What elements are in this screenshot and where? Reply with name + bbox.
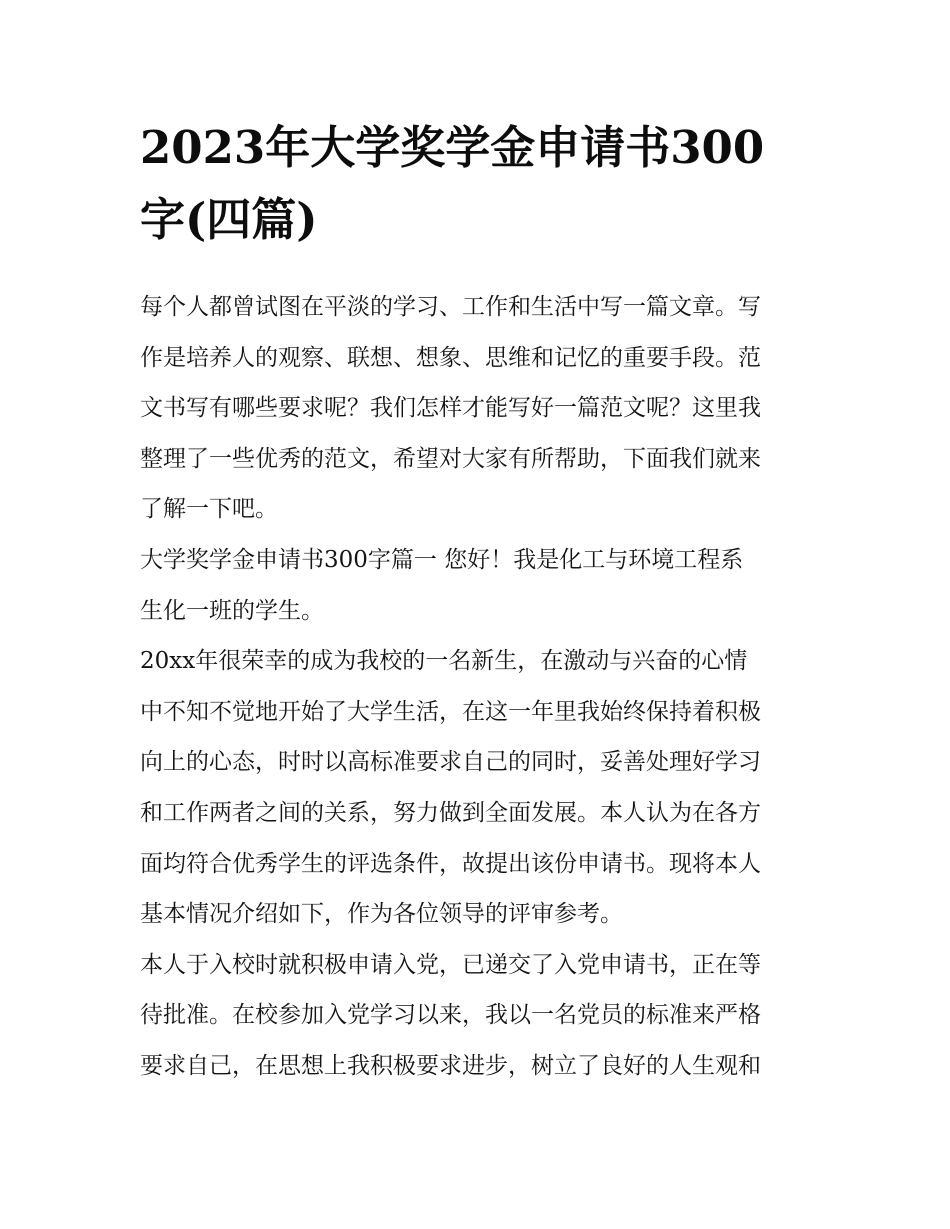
text-line: 了解一下吧。 [140,496,278,523]
title-line: 字(四篇) [140,193,318,246]
text-line: 本人于入校时就积极申请入党，已递交了入党申请书，正在等 [140,951,761,978]
paragraph-greeting [140,535,812,636]
text-line: 要求自己，在思想上我积极要求进步，树立了良好的人生观和 [140,1052,761,1079]
text-line: 面均符合优秀学生的评选条件，故提出该份申请书。现将本人 [140,850,761,877]
document-body [140,282,812,1092]
text-line: 待批准。在校参加入党学习以来，我以一名党员的标准来严格 [140,1002,761,1029]
title-line: 2023年大学奖学金申请书300 [140,121,765,174]
paragraph-intro [140,282,812,535]
text-line: 和工作两者之间的关系，努力做到全面发展。本人认为在各方 [140,799,761,826]
paragraph-overview [140,636,812,940]
document-title [140,112,812,256]
text-line: 整理了一些优秀的范文，希望对大家有所帮助，下面我们就来 [140,445,761,472]
text-line: 基本情况介绍如下，作为各位领导的评审参考。 [140,901,623,928]
text-line: 作是培养人的观察、联想、想象、思维和记忆的重要手段。范 [140,344,761,371]
text-line: 大学奖学金申请书300字篇一 您好！我是化工与环境工程系 [140,546,744,573]
paragraph-party-application [140,940,812,1092]
text-line: 20xx年很荣幸的成为我校的一名新生，在激动与兴奋的心情 [140,648,748,675]
text-line: 向上的心态，时时以高标准要求自己的同时，妥善处理好学习 [140,749,761,776]
text-line: 每个人都曾试图在平淡的学习、工作和生活中写一篇文章。写 [140,294,761,320]
text-line: 中不知不觉地开始了大学生活，在这一年里我始终保持着积极 [140,698,761,725]
document-content [140,112,812,1092]
text-line: 生化一班的学生。 [140,597,324,624]
text-line: 文书写有哪些要求呢？我们怎样才能写好一篇范文呢？这里我 [140,395,761,422]
